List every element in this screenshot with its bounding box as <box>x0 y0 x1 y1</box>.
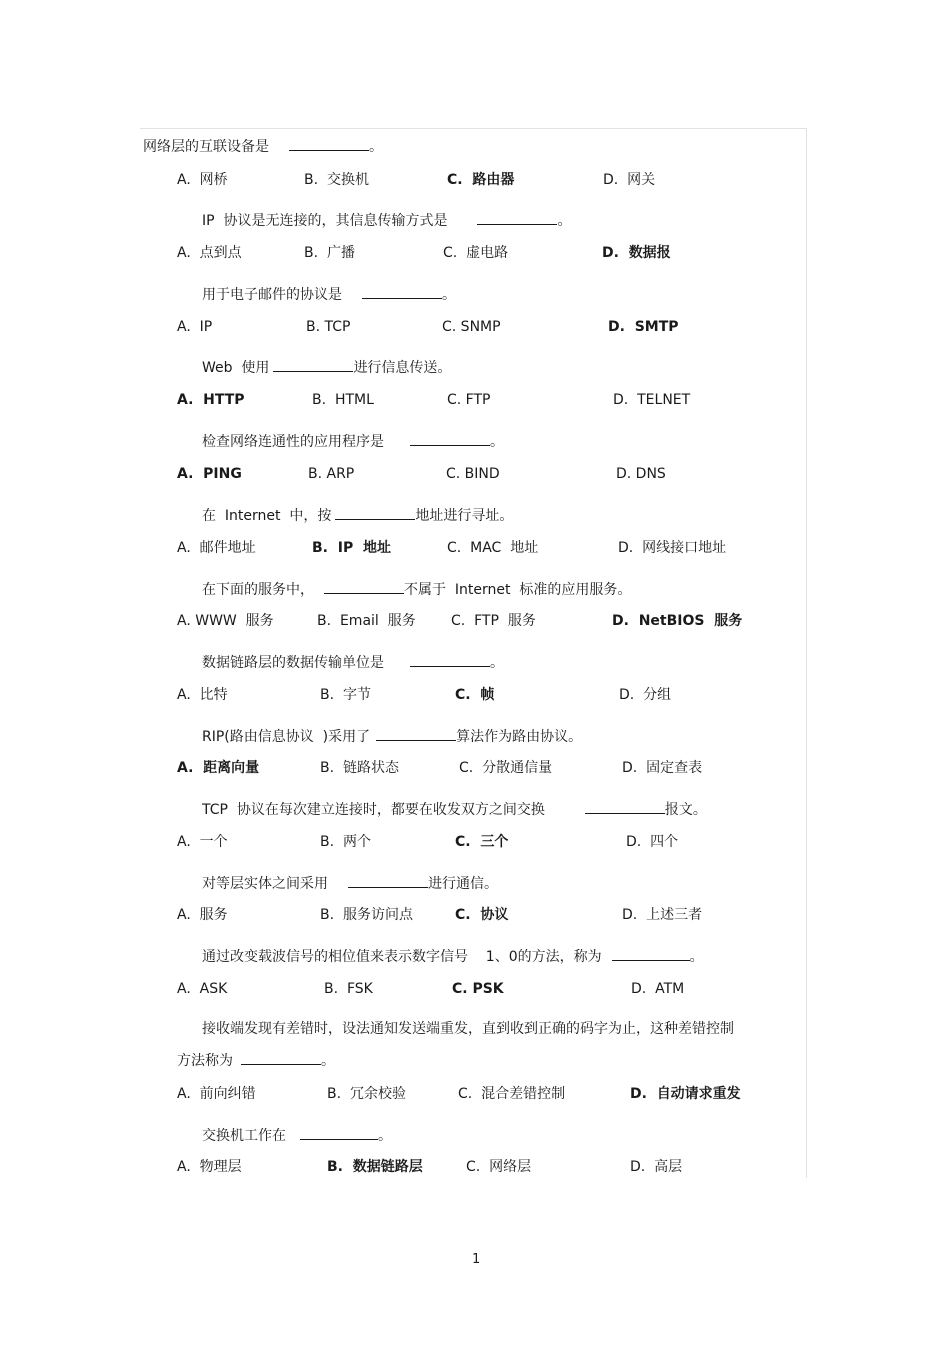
option-c: C. 路由器 <box>447 172 515 188</box>
option-a: A. HTTP <box>177 392 245 408</box>
answer-blank <box>335 506 415 520</box>
answer-blank <box>348 874 428 888</box>
option-a: A. ASK <box>177 981 228 997</box>
option-a: A. 物理层 <box>177 1159 242 1175</box>
option-d: D. 分组 <box>619 687 672 703</box>
option-d: D. DNS <box>616 466 666 482</box>
option-d: D. TELNET <box>613 392 691 408</box>
page-number: 1 <box>472 1252 481 1267</box>
option-d: D. SMTP <box>608 319 679 335</box>
answer-blank <box>362 285 442 299</box>
option-b: B. Email 服务 <box>317 613 416 629</box>
option-c: C. 协议 <box>455 907 509 923</box>
option-c: C. 三个 <box>455 834 509 850</box>
option-d: D. 固定查表 <box>622 760 703 776</box>
question-stem: 在下面的服务中， 不属于 Internet 标准的应用服务。 <box>202 582 632 598</box>
option-b: B. 服务访问点 <box>320 907 413 923</box>
option-c: C. PSK <box>452 981 504 997</box>
answer-blank <box>273 358 353 372</box>
question-stem: 检查网络连通性的应用程序是 。 <box>202 434 504 450</box>
option-d: D. 网关 <box>603 172 656 188</box>
option-c: C. 虚电路 <box>443 245 509 261</box>
answer-blank <box>410 432 490 446</box>
option-c: C. 帧 <box>455 687 495 703</box>
option-c: C. 混合差错控制 <box>458 1086 566 1102</box>
option-d: D. 高层 <box>630 1159 683 1175</box>
question-stem: 数据链路层的数据传输单位是 。 <box>202 655 504 671</box>
question-stem: 交换机工作在 。 <box>202 1128 392 1144</box>
option-c: C. MAC 地址 <box>447 540 539 556</box>
question-stem: 网络层的互联设备是 。 <box>143 139 383 155</box>
answer-blank <box>241 1051 321 1065</box>
option-a: A. 前向纠错 <box>177 1086 256 1102</box>
option-a: A. PING <box>177 466 242 482</box>
answer-blank <box>300 1126 378 1140</box>
option-b: B. 字节 <box>320 687 371 703</box>
option-d: D. ATM <box>631 981 685 997</box>
option-b: B. TCP <box>306 319 351 335</box>
question-stem: TCP 协议在每次建立连接时，都要在收发双方之间交换 报文。 <box>202 802 707 818</box>
option-d: D. 上述三者 <box>622 907 703 923</box>
question-stem: 用于电子邮件的协议是 。 <box>202 287 456 303</box>
option-b: B. 链路状态 <box>320 760 399 776</box>
option-d: D. 四个 <box>626 834 679 850</box>
option-a: A. 距离向量 <box>177 760 260 776</box>
option-d: D. NetBIOS 服务 <box>612 613 743 629</box>
option-b: B. HTML <box>312 392 374 408</box>
option-b: B. 交换机 <box>304 172 369 188</box>
option-b: B. 广播 <box>304 245 355 261</box>
option-a: A. 点到点 <box>177 245 242 261</box>
answer-blank <box>289 137 369 151</box>
option-b: B. 冗余校验 <box>327 1086 406 1102</box>
option-a: A. WWW 服务 <box>177 613 274 629</box>
question-stem: 在 Internet 中，按 地址进行寻址。 <box>202 508 514 524</box>
option-b: B. IP 地址 <box>312 540 391 556</box>
option-c: C. SNMP <box>442 319 501 335</box>
question-stem: RIP(路由信息协议 )采用了 算法作为路由协议。 <box>202 729 583 745</box>
answer-blank <box>376 727 456 741</box>
option-c: C. 网络层 <box>466 1159 532 1175</box>
option-a: A. 网桥 <box>177 172 228 188</box>
answer-blank <box>410 653 490 667</box>
option-b: B. 两个 <box>320 834 371 850</box>
option-d: D. 自动请求重发 <box>630 1086 741 1102</box>
question-stem: 对等层实体之间采用 进行通信。 <box>202 876 498 892</box>
option-a: A. 一个 <box>177 834 228 850</box>
option-c: C. 分散通信量 <box>459 760 553 776</box>
option-c: C. FTP <box>447 392 491 408</box>
answer-blank <box>585 800 665 814</box>
option-d: D. 数据报 <box>602 245 671 261</box>
option-b: B. ARP <box>308 466 355 482</box>
question-stem: 方法称为 。 <box>177 1053 335 1069</box>
option-a: A. 比特 <box>177 687 228 703</box>
option-a: A. 邮件地址 <box>177 540 256 556</box>
option-d: D. 网线接口地址 <box>618 540 727 556</box>
answer-blank <box>477 211 557 225</box>
question-stem: 通过改变载波信号的相位值来表示数字信号 1、0的方法，称为 。 <box>202 949 704 965</box>
option-c: C. BIND <box>446 466 500 482</box>
option-a: A. 服务 <box>177 907 228 923</box>
option-b: B. FSK <box>324 981 373 997</box>
option-b: B. 数据链路层 <box>327 1159 423 1175</box>
question-stem-line1: 接收端发现有差错时，设法通知发送端重发，直到收到正确的码字为止，这种差错控制 <box>202 1021 734 1037</box>
option-c: C. FTP 服务 <box>451 613 536 629</box>
question-stem: IP 协议是无连接的，其信息传输方式是 。 <box>202 213 572 229</box>
question-stem: Web 使用 进行信息传送。 <box>202 360 452 376</box>
answer-blank <box>324 580 404 594</box>
answer-blank <box>612 947 690 961</box>
option-a: A. IP <box>177 319 213 335</box>
